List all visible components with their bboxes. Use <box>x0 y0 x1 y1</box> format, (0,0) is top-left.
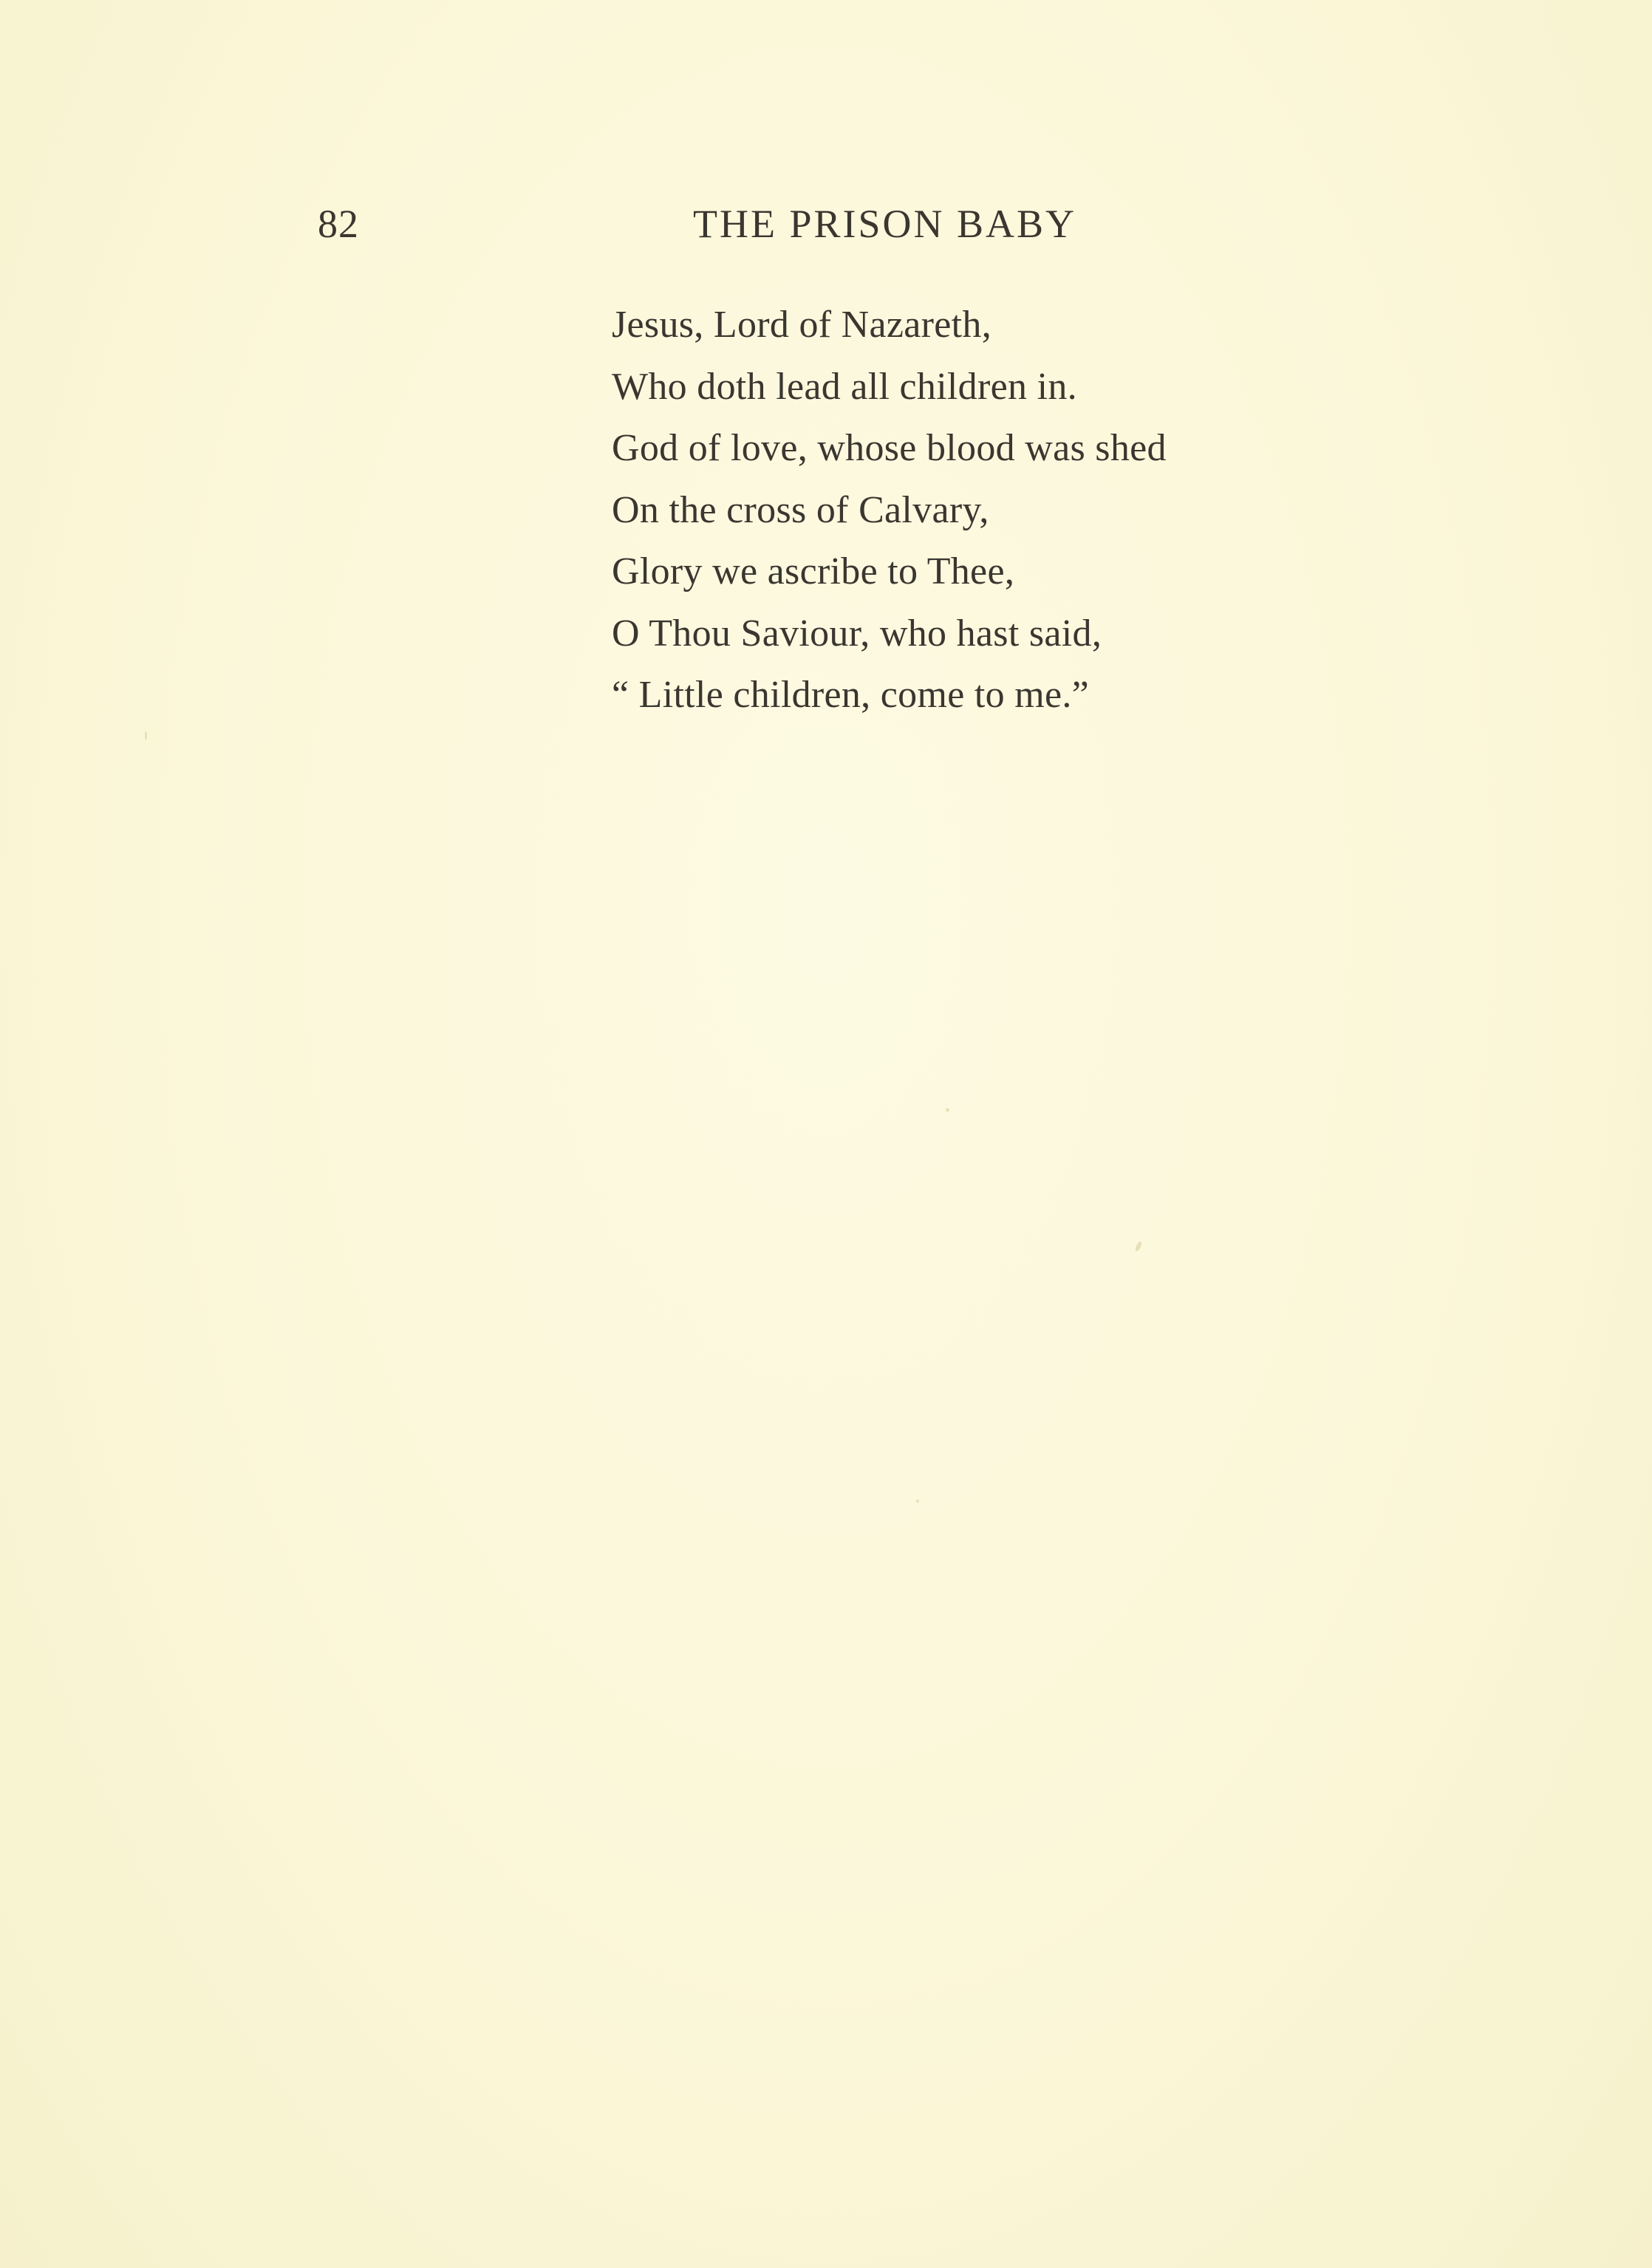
paper-fleck <box>946 1108 949 1112</box>
paper-fleck <box>916 1500 919 1503</box>
poem-line: Jesus, Lord of Nazareth, <box>612 304 992 346</box>
poem-line: God of love, whose blood was shed <box>612 427 1167 469</box>
paper-fleck <box>1134 1240 1142 1251</box>
page-number: 82 <box>318 202 359 246</box>
running-title: THE PRISON BABY <box>693 202 1077 246</box>
poem-stanza <box>612 294 1351 726</box>
poem-line: O Thou Saviour, who hast said, <box>612 612 1102 655</box>
poem-line: Who doth lead all children in. <box>612 365 1077 408</box>
poem-line: “ Little children, come to me.” <box>612 674 1090 716</box>
poem-line: On the cross of Calvary, <box>612 488 989 531</box>
paper-fleck <box>145 731 147 740</box>
running-head <box>0 198 1652 250</box>
poem-line: Glory we ascribe to Thee, <box>612 550 1015 592</box>
